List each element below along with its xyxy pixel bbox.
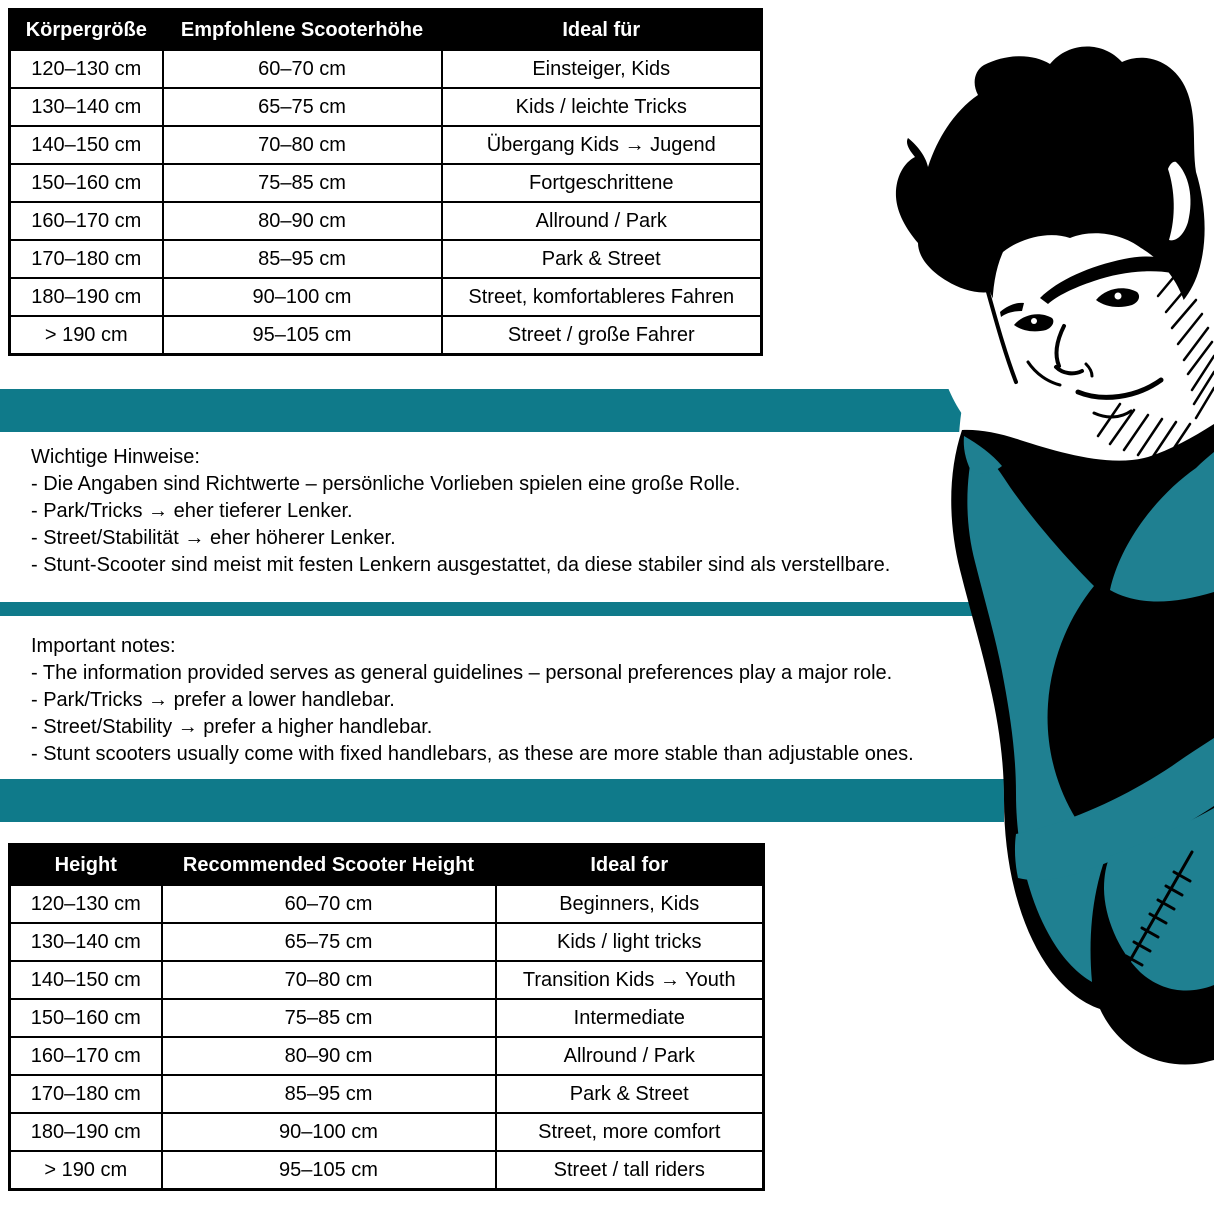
jacket-shoulder — [1110, 452, 1214, 602]
nose-line — [1057, 326, 1064, 366]
table-cell: 120–130 cm — [10, 50, 163, 88]
table-cell: 80–90 cm — [163, 202, 442, 240]
table-cell: 170–180 cm — [10, 1075, 162, 1113]
table-row — [10, 88, 762, 126]
eye-left-glint — [1031, 318, 1037, 324]
table-cell: 140–150 cm — [10, 961, 162, 999]
eyebrow-left — [1000, 303, 1024, 317]
table-cell: 180–190 cm — [10, 1113, 162, 1151]
column-header: Körpergröße — [10, 10, 163, 51]
table-row — [10, 1151, 764, 1190]
table-row — [10, 278, 762, 316]
table-cell: 95–105 cm — [163, 316, 442, 355]
table-row — [10, 126, 762, 164]
column-header: Empfohlene Scooterhöhe — [163, 10, 442, 51]
table-cell: Street, more comfort — [496, 1113, 764, 1151]
table-row — [10, 999, 764, 1037]
table-cell: Einsteiger, Kids — [442, 50, 762, 88]
table-cell: Park & Street — [496, 1075, 764, 1113]
cheek-line — [1028, 362, 1060, 385]
hair — [896, 46, 1205, 356]
table-row — [10, 202, 762, 240]
table-row — [10, 1113, 764, 1151]
table-cell: 85–95 cm — [162, 1075, 496, 1113]
nostril-line — [1056, 367, 1082, 373]
table-cell: 150–160 cm — [10, 999, 162, 1037]
table-cell: 65–75 cm — [162, 923, 496, 961]
table-row — [10, 923, 764, 961]
jaw-line — [988, 292, 1016, 382]
table-cell: 60–70 cm — [162, 885, 496, 923]
column-header: Height — [10, 845, 162, 886]
table-cell: Allround / Park — [496, 1037, 764, 1075]
table-german — [8, 8, 763, 356]
table-cell: 95–105 cm — [162, 1151, 496, 1190]
table-row — [10, 164, 762, 202]
nose-side-line — [1086, 364, 1092, 376]
table-cell: 160–170 cm — [10, 202, 163, 240]
teal-stripe-top — [0, 389, 1214, 432]
table-cell: Kids / light tricks — [496, 923, 764, 961]
notes-english — [31, 633, 914, 768]
table-cell: 75–85 cm — [162, 999, 496, 1037]
table-cell: 80–90 cm — [162, 1037, 496, 1075]
table-row — [10, 240, 762, 278]
figure-white-backing — [930, 250, 1214, 1078]
table-cell: Beginners, Kids — [496, 885, 764, 923]
table-cell: 75–85 cm — [163, 164, 442, 202]
note-line: - Park/Tricks → prefer a lower handlebar. — [31, 689, 395, 711]
note-line: - Stunt-Scooter sind meist mit festen Lenkern ausgestattet, da diese stabiler sind als verstellbare. — [31, 554, 891, 576]
table-english-header — [10, 845, 764, 886]
notes-german-title: Wichtige Hinweise: — [31, 446, 200, 468]
table-cell: 120–130 cm — [10, 885, 162, 923]
table-row — [10, 50, 762, 88]
table-cell: Übergang Kids → Jugend — [442, 126, 762, 164]
table-cell: 170–180 cm — [10, 240, 163, 278]
table-cell: 65–75 cm — [163, 88, 442, 126]
table-cell: Fortgeschrittene — [442, 164, 762, 202]
table-cell: 180–190 cm — [10, 278, 163, 316]
table-cell: 160–170 cm — [10, 1037, 162, 1075]
eye-left — [1014, 314, 1053, 331]
table-cell: Intermediate — [496, 999, 764, 1037]
table-cell: 70–80 cm — [162, 961, 496, 999]
table-german-header — [10, 10, 762, 51]
figure — [896, 46, 1214, 1078]
table-cell: 70–80 cm — [163, 126, 442, 164]
table-cell: Park & Street — [442, 240, 762, 278]
table-english — [8, 843, 765, 1191]
table-cell: Street, komfortableres Fahren — [442, 278, 762, 316]
table-cell: 150–160 cm — [10, 164, 163, 202]
table-cell: Street / große Fahrer — [442, 316, 762, 355]
table-cell: Allround / Park — [442, 202, 762, 240]
teal-stripe-bottom — [0, 779, 1214, 822]
notes-english-title: Important notes: — [31, 635, 176, 657]
table-cell: 130–140 cm — [10, 923, 162, 961]
note-line: - The information provided serves as general guidelines – personal preferences play a major role. — [31, 662, 893, 684]
note-line: - Park/Tricks → eher tieferer Lenker. — [31, 500, 353, 522]
notes-german — [31, 444, 890, 579]
table-cell: 60–70 cm — [163, 50, 442, 88]
table-row — [10, 316, 762, 355]
column-header: Ideal for — [496, 845, 764, 886]
jacket-upper-arm — [967, 444, 1106, 982]
jacket-elbow — [1104, 808, 1214, 991]
table-cell: Transition Kids → Youth — [496, 961, 764, 999]
table-cell: Kids / leichte Tricks — [442, 88, 762, 126]
table-cell: 140–150 cm — [10, 126, 163, 164]
column-header: Ideal für — [442, 10, 762, 51]
table-cell: 85–95 cm — [163, 240, 442, 278]
jacket-silhouette — [951, 424, 1214, 1064]
table-row — [10, 1037, 764, 1075]
table-row — [10, 885, 764, 923]
jacket-collar — [964, 436, 1002, 474]
sleeve-seam-stitches — [1120, 852, 1192, 978]
eye-right — [1096, 288, 1139, 307]
ear-icon — [1168, 162, 1191, 241]
table-cell: 90–100 cm — [163, 278, 442, 316]
note-line: - Street/Stability → prefer a higher handlebar. — [31, 716, 433, 738]
note-line: - Stunt scooters usually come with fixed handlebars, as these are more stable than adjustable ones. — [31, 743, 914, 765]
table-row — [10, 1075, 764, 1113]
table-cell: Street / tall riders — [496, 1151, 764, 1190]
table-cell: 130–140 cm — [10, 88, 163, 126]
note-line: - Die Angaben sind Richtwerte – persönliche Vorlieben spielen eine große Rolle. — [31, 473, 741, 495]
table-row — [10, 961, 764, 999]
table-cell: > 190 cm — [10, 316, 163, 355]
table-cell: 90–100 cm — [162, 1113, 496, 1151]
table-cell: > 190 cm — [10, 1151, 162, 1190]
eyebrow-right — [1040, 257, 1175, 304]
column-header: Recommended Scooter Height — [162, 845, 496, 886]
note-line: - Street/Stabilität → eher höherer Lenker. — [31, 527, 396, 549]
teal-stripe-middle — [0, 602, 1214, 616]
eye-right-glint — [1115, 293, 1122, 300]
